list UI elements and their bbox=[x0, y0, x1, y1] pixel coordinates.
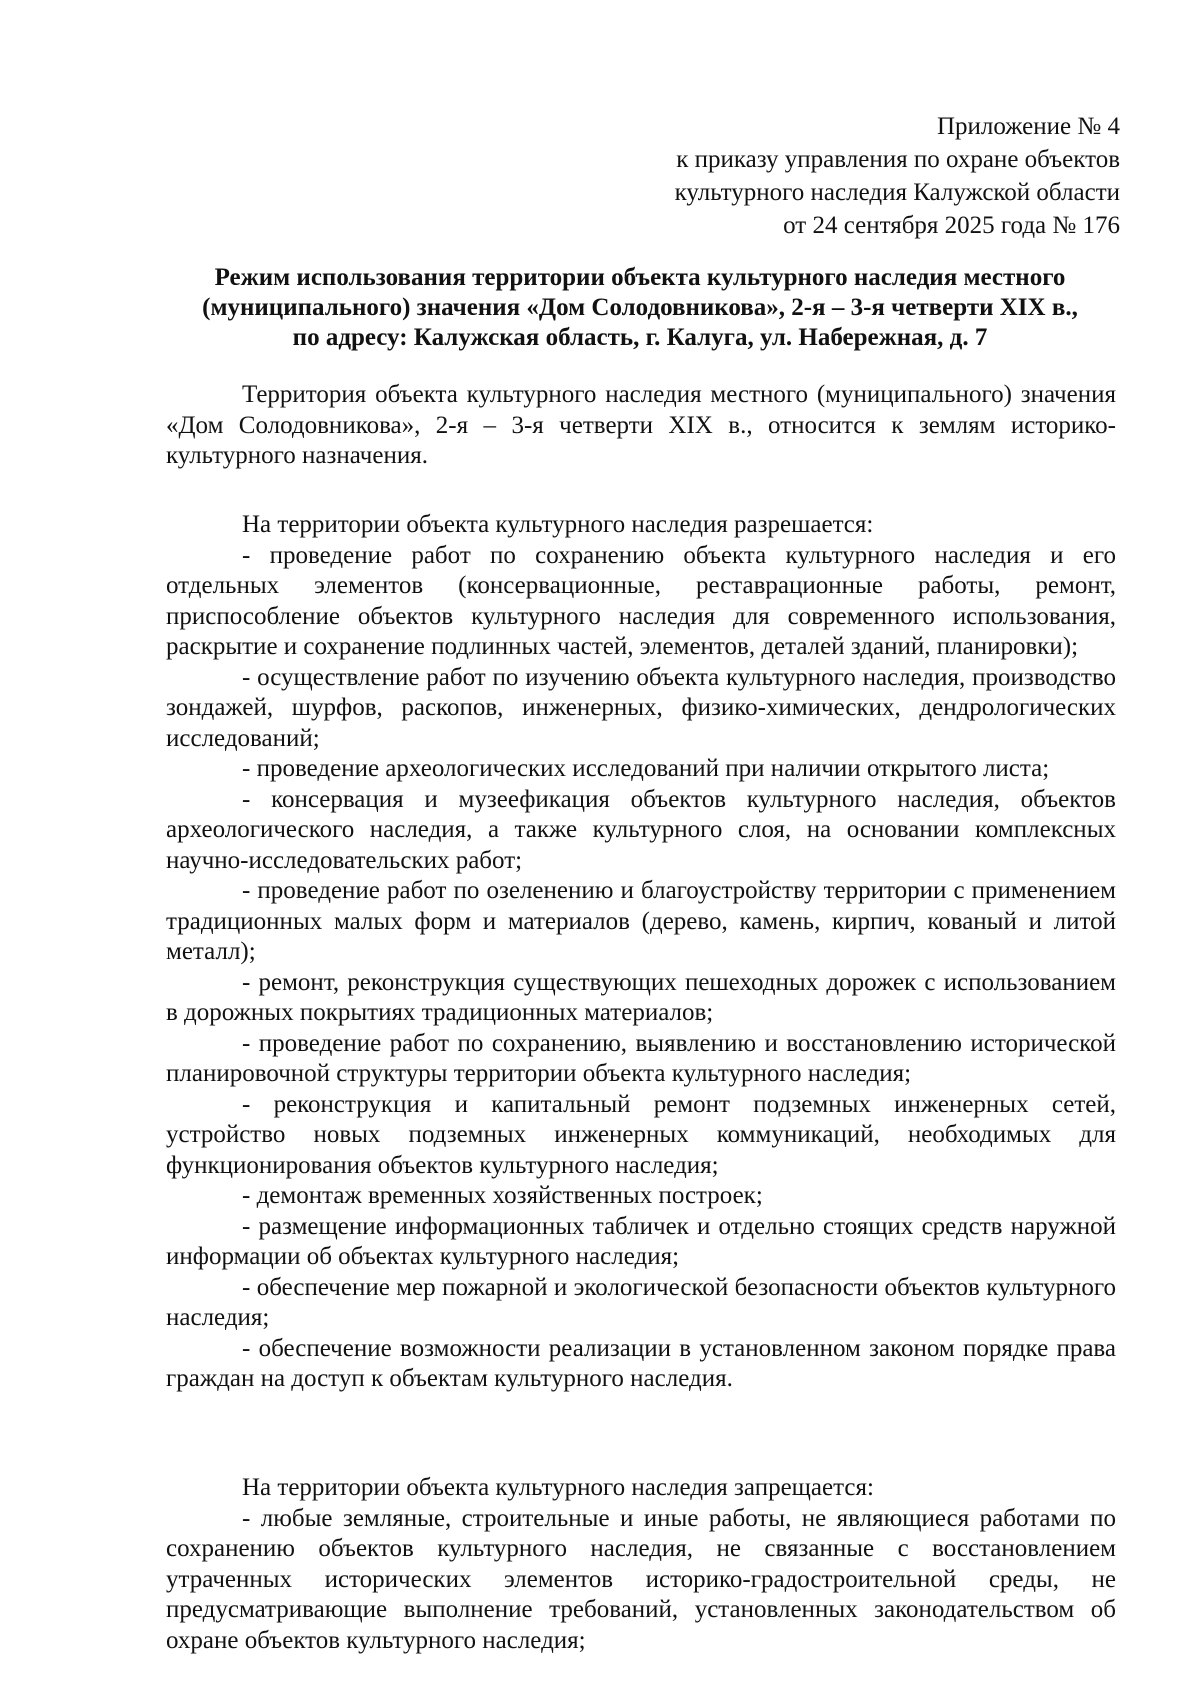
allowed-heading: На территории объекта культурного наследия разрешается: bbox=[242, 511, 874, 538]
title-line-1: Режим использования территории объекта культурного наследия местного bbox=[214, 264, 1066, 291]
allowed-item: - проведение археологических исследований при наличии открытого листа; bbox=[242, 755, 1050, 782]
allowed-item: - проведение работ по сохранению, выявлению и восстановлению исторической планировочной структуры территории объекта культурного наследия; bbox=[166, 1029, 1116, 1087]
intro-section bbox=[166, 380, 1116, 472]
forbidden-section bbox=[166, 1473, 1116, 1656]
appendix-order-line: к приказу управления по охране объектов bbox=[676, 146, 1120, 173]
allowed-item: - проведение работ по сохранению объекта культурного наследия и его отдельных элементов (консервационные, реставрационные работы, ремонт, приспособление объектов культурного наследия для современного использования, раскрытие и сохранение подлинных частей, элементов, деталей зданий, планировки); bbox=[166, 541, 1116, 660]
appendix-authority-line: культурного наследия Калужской области bbox=[674, 179, 1120, 206]
appendix-header bbox=[675, 110, 1120, 242]
allowed-item: - демонтаж временных хозяйственных построек; bbox=[242, 1182, 763, 1209]
allowed-item: - осуществление работ по изучению объекта культурного наследия, производство зондажей, шурфов, раскопов, инженерных, физико-химических, дендрологических исследований; bbox=[166, 663, 1116, 752]
forbidden-item: - любые земляные, строительные и иные работы, не являющиеся работами по сохранению объектов культурного наследия, не связанные с восстановлением утраченных исторических элементов историко-градостроительной среды, не предусматривающие выполнение требований, установленных законодательством об охране объектов культурного наследия; bbox=[166, 1504, 1116, 1654]
allowed-item: - обеспечение мер пожарной и экологической безопасности объектов культурного наследия; bbox=[166, 1273, 1116, 1331]
allowed-item: - консервация и музеефикация объектов культурного наследия, объектов археологического наследия, а также культурного слоя, на основании комплексных научно-исследовательских работ; bbox=[166, 785, 1116, 874]
title-line-3: по адресу: Калужская область, г. Калуга, ул. Набережная, д. 7 bbox=[292, 324, 988, 351]
allowed-item: - ремонт, реконструкция существующих пешеходных дорожек с использованием в дорожных покрытиях традиционных материалов; bbox=[166, 968, 1116, 1026]
title-line-2: (муниципального) значения «Дом Солодовникова», 2-я – 3-я четверти XIX в., bbox=[202, 294, 1078, 321]
allowed-item: - реконструкция и капитальный ремонт подземных инженерных сетей, устройство новых подземных инженерных коммуникаций, необходимых для функционирования объектов культурного наследия; bbox=[166, 1090, 1116, 1179]
allowed-section bbox=[166, 510, 1116, 1395]
allowed-item: - размещение информационных табличек и отдельно стоящих средств наружной информации об объектах культурного наследия; bbox=[166, 1212, 1116, 1270]
intro-paragraph: Территория объекта культурного наследия местного (муниципального) значения «Дом Солодовникова», 2-я – 3-я четверти XIX в., относится к землям историко-культурного назначения. bbox=[166, 381, 1116, 469]
document-title bbox=[160, 263, 1120, 353]
appendix-date-line: от 24 сентября 2025 года № 176 bbox=[783, 212, 1120, 239]
forbidden-heading: На территории объекта культурного наследия запрещается: bbox=[242, 1474, 874, 1501]
allowed-item: - проведение работ по озеленению и благоустройству территории с применением традиционных малых форм и материалов (дерево, камень, кирпич, кованый и литой металл); bbox=[166, 877, 1116, 965]
allowed-item: - обеспечение возможности реализации в установленном законом порядке права граждан на доступ к объектам культурного наследия. bbox=[166, 1334, 1116, 1392]
appendix-number: Приложение № 4 bbox=[936, 113, 1120, 140]
